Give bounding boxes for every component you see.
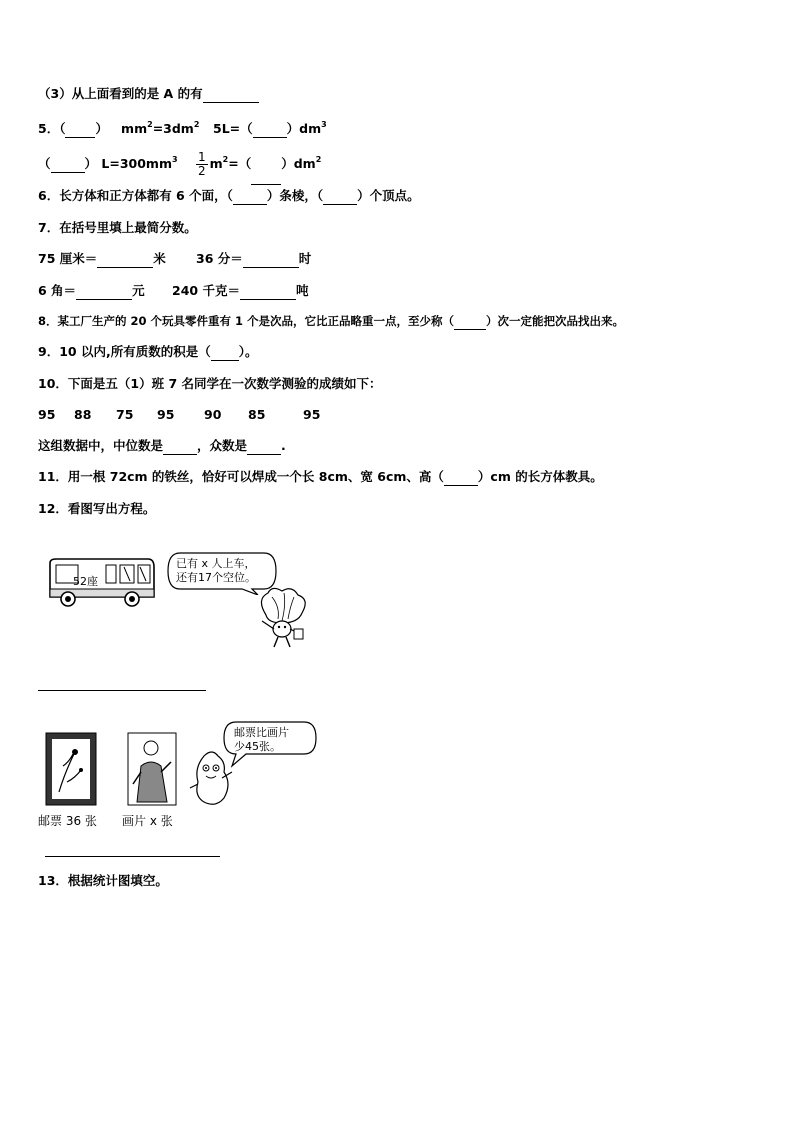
q7-blank-2[interactable]	[243, 251, 299, 268]
q10-mode-blank[interactable]	[247, 438, 281, 455]
q7-r1b: 米	[153, 251, 166, 266]
bus-illustration	[44, 557, 156, 611]
bubble1-line2: 还有17个空位。	[176, 571, 256, 584]
bubble1-text	[176, 557, 256, 585]
q7-row2-right	[172, 283, 308, 300]
q7-row1	[38, 251, 166, 268]
q5b-unit-m: m	[209, 156, 223, 171]
cabbage-character	[252, 585, 312, 649]
q5b-blank-1[interactable]	[51, 156, 85, 173]
q5b-eq2: =（	[228, 156, 252, 171]
q7-r2d: 吨	[295, 283, 309, 298]
q8-blank[interactable]	[454, 313, 486, 330]
fraction-one-half	[196, 151, 208, 178]
q3-blank[interactable]	[203, 86, 259, 103]
score: 85	[248, 407, 266, 422]
bus-label: 52座	[73, 575, 98, 588]
q5-paren-open: （	[59, 121, 66, 136]
q12-title: 12．看图写出方程。	[38, 501, 156, 516]
q5b-paren-close: ）	[84, 156, 98, 171]
answer-line-1[interactable]	[38, 690, 206, 691]
bubble2-line1: 邮票比画片	[234, 726, 289, 739]
frac-num: 1	[198, 150, 206, 164]
q7-r1c: 36 分＝	[196, 251, 243, 266]
stamp-image	[45, 732, 97, 806]
q3-text: （3）从上面看到的是 A 的有	[38, 86, 203, 101]
q10-median-blank[interactable]	[163, 438, 197, 455]
bubble1-line1: 已有 x 人上车，	[176, 557, 256, 570]
q10-title: 10．下面是五（1）班 7 名同学在一次数学测验的成绩如下：	[38, 376, 382, 391]
q7-r2a: 6 角＝	[38, 283, 77, 298]
bubble2-text	[234, 726, 289, 754]
q9-text-a: 9．10 以内,所有质数的积是（	[38, 344, 211, 359]
q11-text-b: ）cm 的长方体教具。	[477, 469, 603, 484]
q5b-blank-2[interactable]	[251, 144, 281, 185]
score: 95	[303, 407, 321, 422]
card-image	[127, 732, 177, 806]
q5-line1	[38, 117, 199, 138]
q6-text-c: ）个顶点。	[357, 188, 420, 203]
q5-line1-right	[213, 117, 327, 138]
q10-text-b: ，众数是	[197, 438, 248, 453]
q5-sup: 3	[171, 155, 178, 164]
score: 90	[204, 407, 222, 422]
q10-text-c: .	[281, 438, 286, 453]
score: 95	[157, 407, 175, 422]
q5-sup: 2	[222, 155, 229, 164]
bubble2-line2: 少45张。	[234, 740, 281, 753]
q5b-eq2-unit: ）dm	[281, 156, 316, 171]
q8-line	[38, 313, 624, 330]
q9-line	[38, 344, 257, 361]
q8-text-a: 8．某工厂生产的 20 个玩具零件重有 1 个是次品，它比正品略重一点，至少称（	[38, 314, 455, 328]
q5-blank-2[interactable]	[253, 121, 287, 138]
q3-line	[38, 86, 259, 103]
q5-sup: 3	[321, 120, 327, 129]
q5-eq1: =3dm	[152, 121, 194, 136]
q13-title: 13．根据统计图填空。	[38, 873, 168, 888]
q5b-eq1: L=300mm	[101, 156, 172, 171]
q7-blank-4[interactable]	[240, 283, 296, 300]
q10-text-a: 这组数据中，中位数是	[38, 438, 164, 453]
q11-blank[interactable]	[444, 469, 478, 486]
q5-paren-close: ）	[95, 121, 108, 136]
eggplant-character	[186, 748, 236, 808]
q5-line2	[38, 152, 178, 173]
q6-text-a: 6．长方体和正方体都有 6 个面，（	[38, 188, 233, 203]
answer-line-2[interactable]	[45, 856, 220, 857]
q5-eq2: 5L=（	[213, 121, 253, 136]
q6-blank-2[interactable]	[323, 188, 357, 205]
q5-line2-right	[194, 140, 321, 185]
score: 88	[74, 407, 92, 422]
q7-r1a: 75 厘米＝	[38, 251, 98, 266]
q8-text-b: ）次一定能把次品找出来。	[486, 314, 625, 328]
q9-text-b: ）。	[238, 344, 258, 359]
q5-unit-mm: mm	[121, 121, 148, 136]
q9-blank[interactable]	[211, 344, 239, 361]
q7-r2c: 240 千克＝	[172, 283, 240, 298]
q7-row1-right	[196, 251, 311, 268]
q5b-paren-open: （	[38, 156, 51, 171]
q10-answer-line	[38, 438, 286, 455]
q5-blank-1[interactable]	[65, 121, 95, 138]
q5-label: 5．	[38, 121, 60, 136]
q6-text-b: ）条棱，（	[266, 188, 324, 203]
q7-blank-1[interactable]	[97, 251, 153, 268]
card-caption: 画片 x 张	[122, 814, 173, 828]
q7-row2	[38, 283, 145, 300]
q11-text-a: 11．用一根 72cm 的铁丝，恰好可以焊成一个长 8cm、宽 6cm、高（	[38, 469, 444, 484]
q5-sup: 2	[193, 120, 200, 129]
score: 75	[116, 407, 134, 422]
score: 95	[38, 407, 56, 422]
q6-blank-1[interactable]	[233, 188, 267, 205]
q11-line	[38, 469, 603, 486]
q7-blank-3[interactable]	[76, 283, 132, 300]
stamp-caption: 邮票 36 张	[38, 814, 97, 828]
q7-r1d: 时	[298, 251, 312, 266]
q6-line	[38, 188, 420, 205]
q7-r2b: 元	[132, 283, 145, 298]
q5-sup: 2	[147, 120, 153, 129]
q5-eq2-unit: ）dm	[286, 121, 322, 136]
frac-den: 2	[198, 164, 206, 178]
q7-title: 7．在括号里填上最简分数。	[38, 220, 197, 235]
q5-sup: 2	[315, 155, 322, 164]
